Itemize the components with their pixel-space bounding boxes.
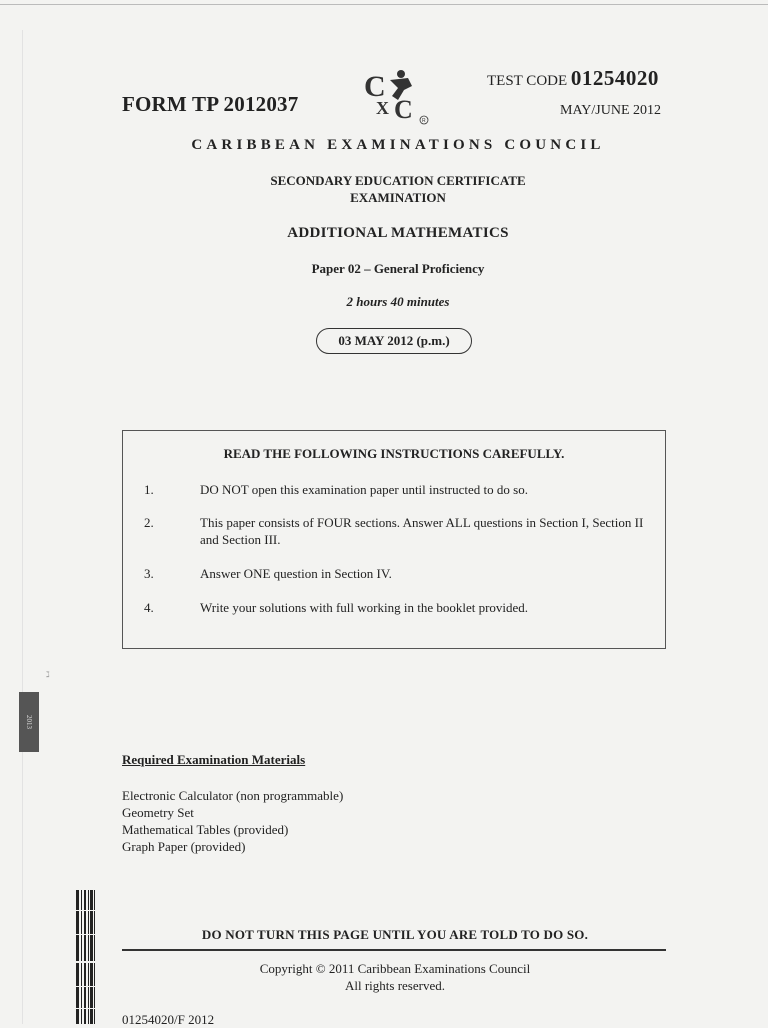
council-name: CARIBBEAN EXAMINATIONS COUNCIL: [191, 137, 605, 153]
instruction-text: Write your solutions with full working in the booklet provided.: [200, 600, 529, 615]
top-edge-line: [0, 4, 768, 5]
copyright-notice: [0, 960, 768, 994]
subject-title: ADDITIONAL MATHEMATICS: [287, 225, 509, 241]
paper-title: Paper 02 – General Proficiency: [311, 261, 485, 276]
form-number: FORM TP 2012037: [122, 92, 299, 116]
materials-list: [122, 787, 343, 855]
test-code: [487, 66, 659, 91]
instruction-text: This paper consists of FOUR sections. Answer ALL questions in Section I, Section II and Section III.: [200, 515, 644, 547]
side-tab-label: 2013: [25, 715, 33, 729]
svg-text:C: C: [364, 70, 386, 103]
instruction-text: DO NOT open this examination paper until instructed to do so.: [200, 482, 528, 497]
do-not-turn-warning: DO NOT TURN THIS PAGE UNTIL YOU ARE TOLD TO DO SO.: [201, 927, 589, 942]
copyright-line-2: All rights reserved.: [344, 978, 445, 993]
copyright-line-1: Copyright © 2011 Caribbean Examinations Council: [259, 961, 531, 976]
svg-text:R: R: [422, 118, 426, 124]
instruction-number: 1.: [144, 482, 154, 497]
exam-duration: 2 hours 40 minutes: [346, 294, 450, 309]
material-item: Electronic Calculator (non programmable): [122, 788, 344, 803]
side-tab: [19, 692, 39, 752]
test-code-label: TEST CODE: [487, 73, 568, 89]
footer-code: 01254020/F 2012: [122, 1012, 215, 1027]
material-item: Graph Paper (provided): [122, 839, 246, 854]
material-item: Geometry Set: [122, 805, 194, 820]
materials-heading: Required Examination Materials: [122, 752, 306, 767]
certificate-title: [0, 172, 768, 206]
instructions-box: [122, 430, 666, 649]
scan-mark: ℷ: [46, 670, 50, 679]
instruction-number: 3.: [144, 566, 154, 581]
barcode-icon: [76, 890, 95, 1024]
cxc-logo-icon: [360, 66, 430, 126]
svg-text:X: X: [376, 98, 389, 118]
instruction-text: Answer ONE question in Section IV.: [200, 566, 392, 581]
footer-rule: [122, 949, 666, 951]
instruction-number: 2.: [144, 515, 154, 530]
exam-date: 03 MAY 2012 (p.m.): [316, 328, 472, 354]
svg-text:C: C: [394, 95, 413, 124]
instructions-heading: READ THE FOLLOWING INSTRUCTIONS CAREFULLY.: [223, 446, 565, 461]
exam-session: MAY/JUNE 2012: [560, 103, 661, 118]
material-item: Mathematical Tables (provided): [122, 822, 289, 837]
certificate-line-2: EXAMINATION: [350, 190, 446, 205]
instruction-number: 4.: [144, 600, 154, 615]
test-code-number: 01254020: [570, 66, 659, 90]
certificate-line-1: SECONDARY EDUCATION CERTIFICATE: [270, 173, 526, 188]
